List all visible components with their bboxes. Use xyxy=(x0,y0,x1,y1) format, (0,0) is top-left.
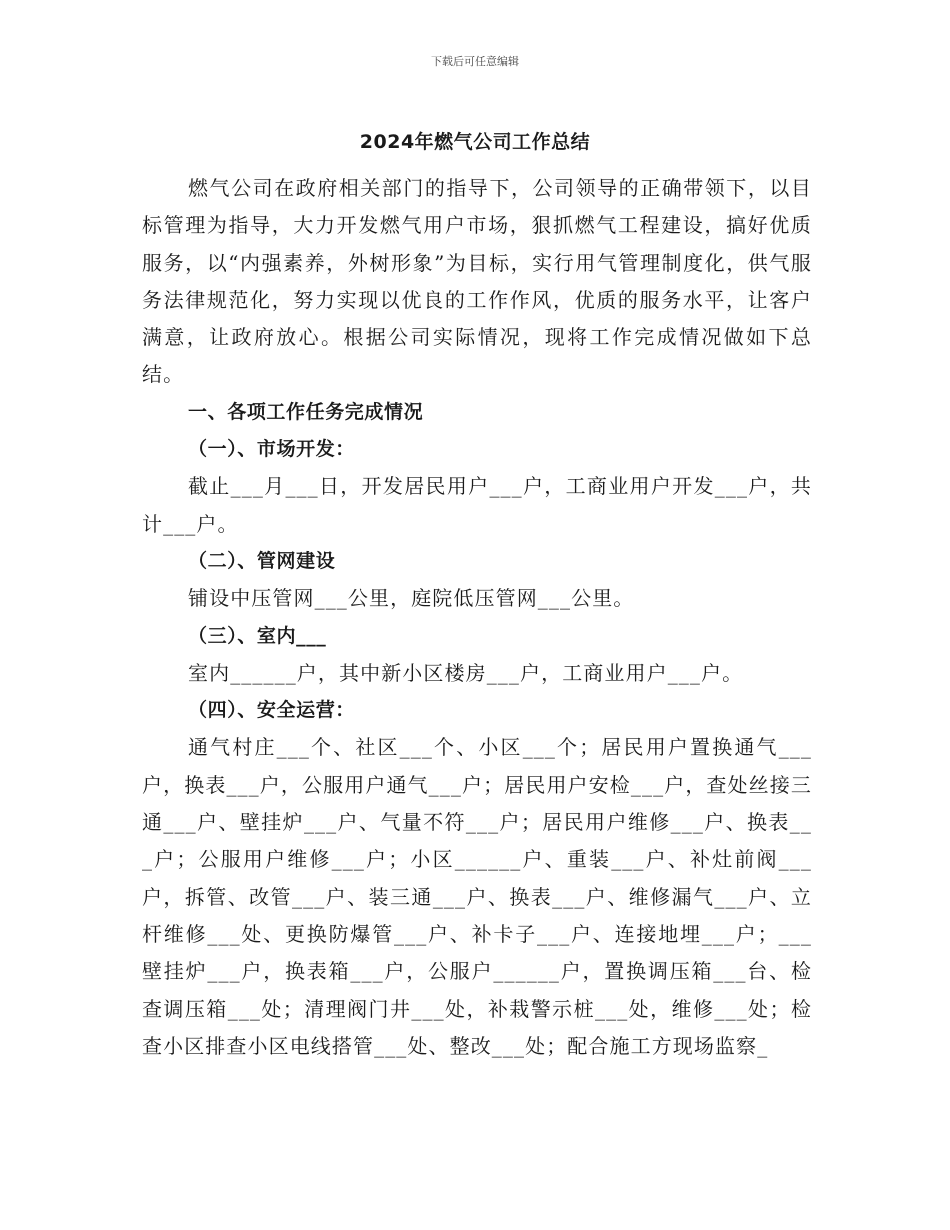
subsection-1-heading: （一）、市场开发： xyxy=(188,438,355,461)
subsection-4-text: 通气村庄___个、社区___个、小区___个；居民用户置换通气___户，换表___户，公服用户通气___户；居民用户安检___户，查处丝接三通___户、壁挂炉___户、气量不符___户；居民用户维修___户、换表___户；公服用户维修___户；小区______户、重装___户、补灶前阀___户，拆管、改管___户、装三通___户、换表___户、维修漏气___户、立杆维修___处、更换防爆管___户、补卡子___户、连接地埋___户；___壁挂炉___户，换表箱___户，公服户______户，置换调压箱___台、检查调压箱___处；清理阀门井___处，补栽警示桩___处，维修___处；检查小区排查小区电线搭管___处、整改___处；配合施工方现场监察_ xyxy=(142,735,812,1058)
document-title: 2024年燃气公司工作总结 xyxy=(359,131,591,153)
subsection-4-heading: （四）、安全运营： xyxy=(188,699,355,722)
section-1-heading: 一、各项工作任务完成情况 xyxy=(188,400,424,423)
subsection-3-text: 室内______户，其中新小区楼房___户，工商业用户___户。 xyxy=(188,660,744,685)
page-header-note: 下载后可任意编辑 xyxy=(431,55,519,68)
intro-paragraph: 燃气公司在政府相关部门的指导下，公司领导的正确带领下，以目标管理为指导，大力开发燃气用户市场，狠抓燃气工程建设，搞好优质服务，以“内强素养，外树形象”为目标，实行用气管理制度化，供气服务法律规范化，努力实现以优良的工作作风，优质的服务水平，让客户满意，让政府放心。根据公司实际情况，现将工作完成情况做如下总结。 xyxy=(142,176,812,387)
subsection-3-heading: （三）、室内___ xyxy=(188,624,327,647)
subsection-1-text: 截止___月___日，开发居民用户___户，工商业用户开发___户，共计___户。 xyxy=(142,474,812,536)
subsection-2-heading: （二）、管网建设 xyxy=(188,549,336,572)
subsection-2-text: 铺设中压管网___公里，庭院低压管网___公里。 xyxy=(188,586,635,611)
document-body xyxy=(142,170,812,1065)
